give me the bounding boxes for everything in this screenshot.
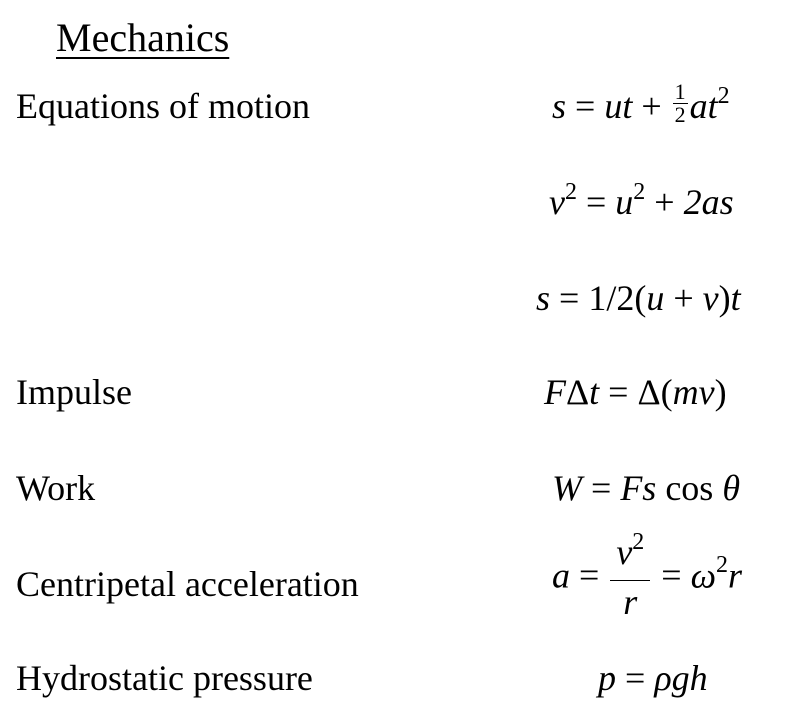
plus-sign: + [654, 182, 675, 222]
label-centripetal-acceleration: Centripetal acceleration [16, 564, 359, 604]
label-hydrostatic-pressure: Hydrostatic pressure [16, 658, 313, 698]
var-v: v [549, 182, 565, 222]
var-v: v [616, 532, 633, 572]
equals-sign: = [608, 372, 629, 412]
term-rho-g-h: ρgh [654, 658, 708, 698]
close-paren: ) [718, 278, 731, 318]
var-t: t [589, 372, 600, 412]
var-omega: ω [690, 555, 717, 596]
fraction-numerator: 1 [674, 79, 686, 105]
formula-work [552, 466, 740, 510]
formula-impulse [544, 370, 727, 414]
fraction-denominator [617, 581, 643, 621]
var-theta: θ [722, 468, 740, 508]
equals-sign: = [625, 658, 646, 698]
formula-motion-2 [549, 180, 734, 229]
equals-sign: = [661, 555, 682, 596]
var-s: s [536, 278, 551, 318]
term-mv: mv [672, 372, 715, 412]
term-half: 1/2( [588, 278, 647, 318]
term-ut: ut [604, 86, 633, 126]
label-work: Work [16, 468, 96, 508]
close-paren: ) [714, 372, 727, 412]
var-v: v [702, 278, 719, 318]
var-F: F [544, 372, 566, 412]
equals-sign: = [579, 555, 600, 596]
equals-sign: = [591, 468, 612, 508]
delta-symbol: Δ [566, 372, 590, 412]
label-equations-of-motion: Equations of motion [16, 86, 310, 126]
exponent: 2 [564, 179, 577, 205]
formula-motion-1 [552, 79, 730, 133]
var-u: u [646, 278, 665, 318]
equals-sign: = [585, 182, 607, 222]
fraction-half [673, 81, 688, 126]
fraction-numerator [610, 529, 650, 581]
var-u: u [615, 182, 634, 222]
formula-motion-3 [536, 276, 741, 320]
var-r: r [623, 582, 638, 622]
exponent: 2 [632, 529, 645, 555]
term-Fs: Fs [620, 468, 657, 508]
var-s: s [552, 86, 567, 126]
page-title: Mechanics [56, 15, 230, 60]
plus-sign: + [673, 278, 694, 318]
equals-sign: = [559, 278, 580, 318]
var-W: W [552, 468, 582, 508]
label-impulse: Impulse [16, 372, 132, 412]
var-a: a [552, 555, 570, 596]
formula-centripetal [552, 529, 743, 623]
fraction-v2-over-r [610, 529, 650, 622]
delta-open-paren: Δ( [637, 372, 673, 412]
var-p: p [598, 658, 616, 698]
var-r: r [728, 555, 743, 596]
term-at: at [689, 86, 718, 126]
exponent: 2 [633, 179, 646, 205]
formula-hydrostatic [598, 656, 708, 700]
var-t: t [730, 278, 741, 318]
exponent: 2 [716, 552, 729, 579]
fraction-denominator: 2 [674, 102, 686, 128]
cos-function: cos [665, 468, 714, 508]
exponent: 2 [717, 83, 730, 109]
equals-sign: = [575, 86, 596, 126]
plus-sign: + [641, 86, 662, 126]
term-2as: 2as [683, 182, 734, 222]
